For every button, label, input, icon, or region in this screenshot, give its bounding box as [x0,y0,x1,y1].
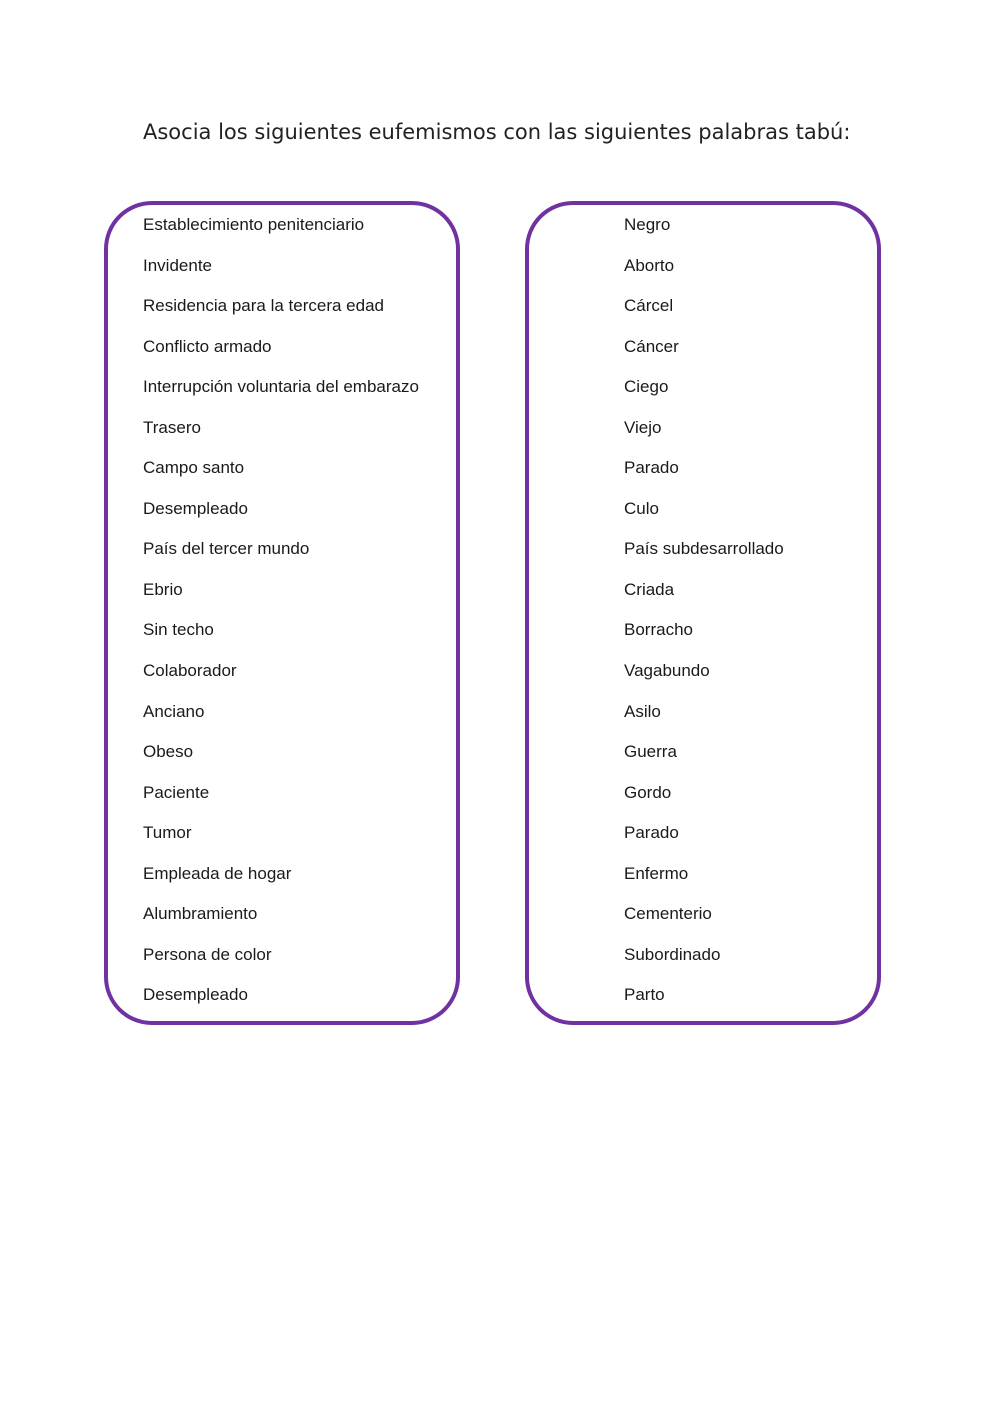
taboo-word-item[interactable]: Guerra [624,742,677,762]
taboo-word-item[interactable]: Enfermo [624,863,689,883]
taboo-word-item[interactable]: Negro [624,215,671,234]
euphemism-item[interactable]: Empleada de hogar [143,863,292,883]
taboo-word-item[interactable]: Criada [624,579,675,599]
euphemism-item[interactable]: Establecimiento penitenciario [143,215,365,234]
taboo-word-item[interactable]: Cárcel [624,296,674,316]
euphemism-item[interactable]: Trasero [143,417,201,437]
euphemism-item[interactable]: Sin techo [143,620,214,640]
euphemism-item[interactable]: Obeso [143,742,194,762]
euphemism-item[interactable]: País del tercer mundo [143,539,310,559]
euphemism-item[interactable]: Colaborador [143,661,237,681]
taboo-word-item[interactable]: Subordinado [624,944,721,964]
euphemism-item[interactable]: Interrupción voluntaria del embarazo [143,377,419,397]
euphemism-item[interactable]: Conflicto armado [143,336,272,356]
euphemism-item[interactable]: Desempleado [143,498,248,518]
taboo-word-item[interactable]: Gordo [624,782,672,802]
taboo-word-item[interactable]: Borracho [624,620,693,640]
euphemism-item[interactable]: Residencia para la tercera edad [143,296,384,316]
euphemism-item[interactable]: Paciente [143,782,210,802]
euphemism-item[interactable]: Campo santo [143,458,245,478]
euphemism-item[interactable]: Desempleado [143,985,248,1005]
euphemism-item[interactable]: Ebrio [143,579,183,599]
taboo-word-item[interactable]: Asilo [624,701,661,721]
euphemism-item[interactable]: Tumor [143,823,192,843]
taboo-word-item[interactable]: Viejo [624,417,662,437]
euphemisms-list [143,205,419,1016]
euphemism-item[interactable]: Anciano [143,701,205,721]
worksheet-title: Asocia los siguientes eufemismos con las siguientes palabras tabú: [143,120,851,144]
taboo-word-item[interactable]: Cementerio [624,904,712,924]
euphemism-item[interactable]: Alumbramiento [143,904,258,924]
taboo-word-item[interactable]: Ciego [624,377,669,397]
taboo-word-item[interactable]: País subdesarrollado [624,539,784,559]
taboo-word-item[interactable]: Aborto [624,255,675,275]
taboo-word-item[interactable]: Parado [624,458,679,478]
euphemism-item[interactable]: Invidente [143,255,212,275]
taboo-word-item[interactable]: Cáncer [624,336,679,356]
taboo-word-item[interactable]: Vagabundo [624,661,710,681]
taboo-word-item[interactable]: Culo [624,498,659,518]
taboo-word-item[interactable]: Parto [624,985,665,1005]
taboo-words-list [624,205,784,1016]
taboo-word-item[interactable]: Parado [624,823,679,843]
euphemism-item[interactable]: Persona de color [143,944,272,964]
